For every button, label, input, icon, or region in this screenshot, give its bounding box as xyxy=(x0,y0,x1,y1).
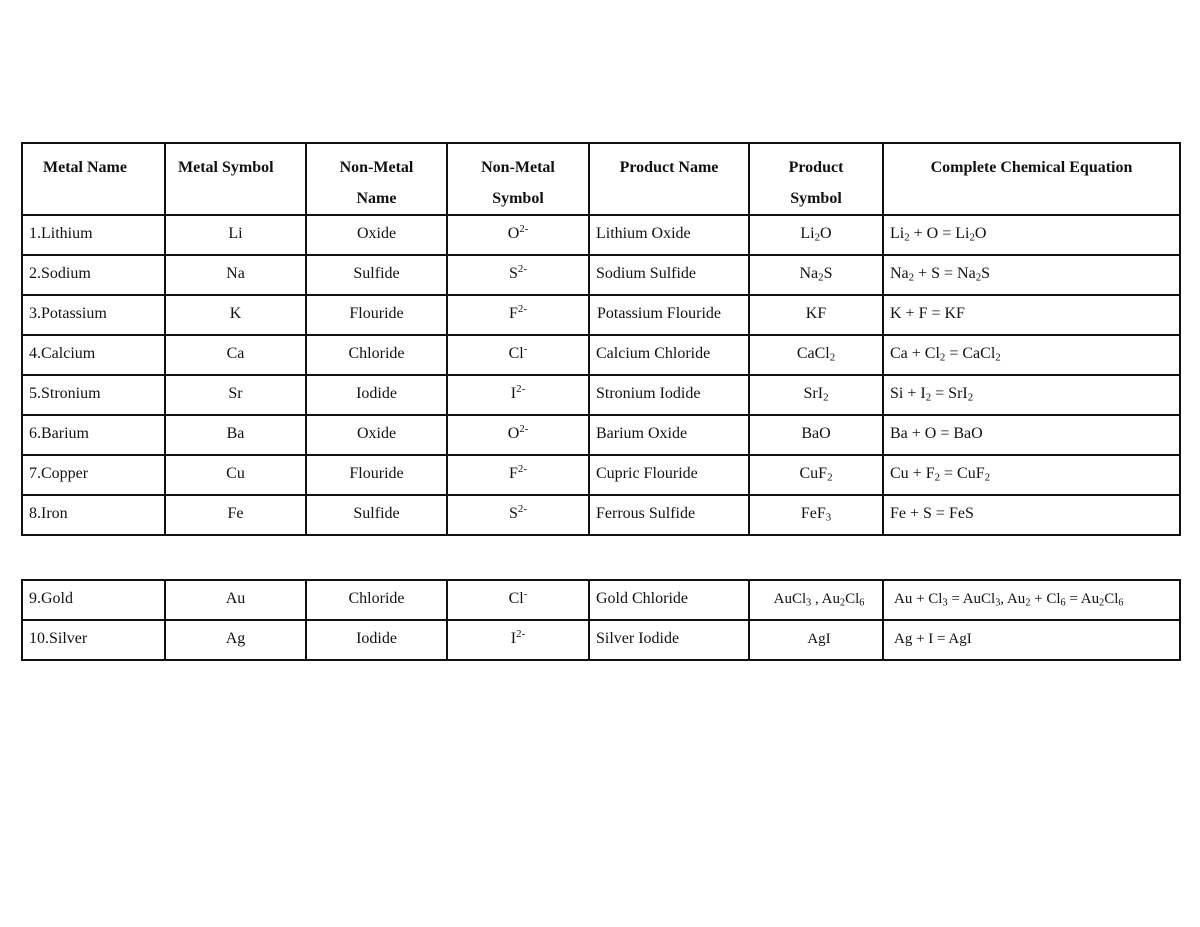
table-row xyxy=(22,255,1180,295)
table-row xyxy=(22,580,1180,620)
equation-cell: Fe + S = FeS xyxy=(883,495,1180,535)
table-row xyxy=(22,335,1180,375)
metal-symbol-cell: Fe xyxy=(165,495,306,535)
product-name-cell: Cupric Flouride xyxy=(589,455,749,495)
nonmetal-name-cell: Sulfide xyxy=(306,255,447,295)
nonmetal-name-cell: Oxide xyxy=(306,215,447,255)
nonmetal-name-cell: Oxide xyxy=(306,415,447,455)
metal-name-cell: 6.Barium xyxy=(22,415,165,455)
nonmetal-symbol-cell: $O^{2-}$ xyxy=(447,215,589,255)
header-nonmetal-name: Non-Metal Name xyxy=(306,143,447,215)
metal-symbol-cell: Cu xyxy=(165,455,306,495)
equation-cell: $Li_2 + O = Li_2O$ xyxy=(883,215,1180,255)
header-product-name: Product Name xyxy=(589,143,749,215)
nonmetal-symbol-cell: $F^{2-}$ xyxy=(447,295,589,335)
product-name-cell: Potassium Flouride xyxy=(589,295,749,335)
metal-symbol-cell: Au xyxy=(165,580,306,620)
product-symbol-cell: AuCl$_3$ , $Au_2Cl_6$ xyxy=(749,580,883,620)
nonmetal-symbol-cell: Cl- xyxy=(447,335,589,375)
metal-symbol-cell: K xyxy=(165,295,306,335)
header-equation: Complete Chemical Equation xyxy=(883,143,1180,215)
metal-name-cell: 10.Silver xyxy=(22,620,165,660)
chemical-table-continued xyxy=(21,579,1181,661)
metal-name-cell: 2.Sodium xyxy=(22,255,165,295)
product-symbol-cell: CuF$_2$ xyxy=(749,455,883,495)
nonmetal-name-cell: Chloride xyxy=(306,335,447,375)
table-row xyxy=(22,455,1180,495)
equation-cell: $Na_2 + S = Na_2S$ xyxy=(883,255,1180,295)
product-symbol-cell: CaCl$_2$ xyxy=(749,335,883,375)
table-row xyxy=(22,620,1180,660)
product-symbol-cell: KF xyxy=(749,295,883,335)
product-symbol-cell: AgI xyxy=(749,620,883,660)
nonmetal-name-cell: Flouride xyxy=(306,295,447,335)
nonmetal-symbol-cell: $I^{2-}$ xyxy=(447,375,589,415)
equation-cell: $Au + Cl_3$ = AuCl$_3$, $Au_2 + Cl_6 = Au_2Cl_6$ xyxy=(883,580,1180,620)
equation-cell: K + F = KF xyxy=(883,295,1180,335)
nonmetal-symbol-cell: $S^{2-}$ xyxy=(447,495,589,535)
metal-symbol-cell: Ca xyxy=(165,335,306,375)
product-name-cell: Barium Oxide xyxy=(589,415,749,455)
product-name-cell: Lithium Oxide xyxy=(589,215,749,255)
nonmetal-symbol-cell: $S^{2-}$ xyxy=(447,255,589,295)
header-metal-symbol: Metal Symbol xyxy=(165,143,306,215)
product-name-cell: Stronium Iodide xyxy=(589,375,749,415)
nonmetal-symbol-cell: $O^{2-}$ xyxy=(447,415,589,455)
metal-name-cell: 5.Stronium xyxy=(22,375,165,415)
table-row xyxy=(22,215,1180,255)
metal-symbol-cell: Ba xyxy=(165,415,306,455)
metal-name-cell: 1.Lithium xyxy=(22,215,165,255)
nonmetal-symbol-cell: $I^{2-}$ xyxy=(447,620,589,660)
equation-cell: $Si + I_2 = SrI_2$ xyxy=(883,375,1180,415)
header-row xyxy=(22,143,1180,215)
product-symbol-cell: $Li_2O$ xyxy=(749,215,883,255)
metal-symbol-cell: Sr xyxy=(165,375,306,415)
metal-name-cell: 8.Iron xyxy=(22,495,165,535)
nonmetal-name-cell: Sulfide xyxy=(306,495,447,535)
header-metal-name: Metal Name xyxy=(22,143,165,215)
product-name-cell: Gold Chloride xyxy=(589,580,749,620)
nonmetal-symbol-cell: $F^{2-}$ xyxy=(447,455,589,495)
product-name-cell: Sodium Sulfide xyxy=(589,255,749,295)
metal-name-cell: 4.Calcium xyxy=(22,335,165,375)
header-product-symbol: Product Symbol xyxy=(749,143,883,215)
product-symbol-cell: BaO xyxy=(749,415,883,455)
metal-symbol-cell: Li xyxy=(165,215,306,255)
nonmetal-name-cell: Chloride xyxy=(306,580,447,620)
equation-cell: $Ca + Cl_2$ = CaCl$_2$ xyxy=(883,335,1180,375)
table-row xyxy=(22,495,1180,535)
product-symbol-cell: $Na_2S$ xyxy=(749,255,883,295)
nonmetal-name-cell: Iodide xyxy=(306,375,447,415)
metal-symbol-cell: Na xyxy=(165,255,306,295)
table-row xyxy=(22,295,1180,335)
nonmetal-name-cell: Flouride xyxy=(306,455,447,495)
metal-symbol-cell: Ag xyxy=(165,620,306,660)
product-name-cell: Calcium Chloride xyxy=(589,335,749,375)
equation-cell: Ag + I = AgI xyxy=(883,620,1180,660)
nonmetal-name-cell: Iodide xyxy=(306,620,447,660)
product-symbol-cell: SrI$_2$ xyxy=(749,375,883,415)
equation-cell: $Cu + F_2 = CuF_2$ xyxy=(883,455,1180,495)
equation-cell: Ba + O = BaO xyxy=(883,415,1180,455)
chemical-table xyxy=(21,142,1181,536)
table-row xyxy=(22,375,1180,415)
product-symbol-cell: FeF$_3$ xyxy=(749,495,883,535)
header-nonmetal-symbol: Non-Metal Symbol xyxy=(447,143,589,215)
metal-name-cell: 3.Potassium xyxy=(22,295,165,335)
table-row xyxy=(22,415,1180,455)
product-name-cell: Ferrous Sulfide xyxy=(589,495,749,535)
metal-name-cell: 7.Copper xyxy=(22,455,165,495)
nonmetal-symbol-cell: Cl- xyxy=(447,580,589,620)
product-name-cell: Silver Iodide xyxy=(589,620,749,660)
metal-name-cell: 9.Gold xyxy=(22,580,165,620)
